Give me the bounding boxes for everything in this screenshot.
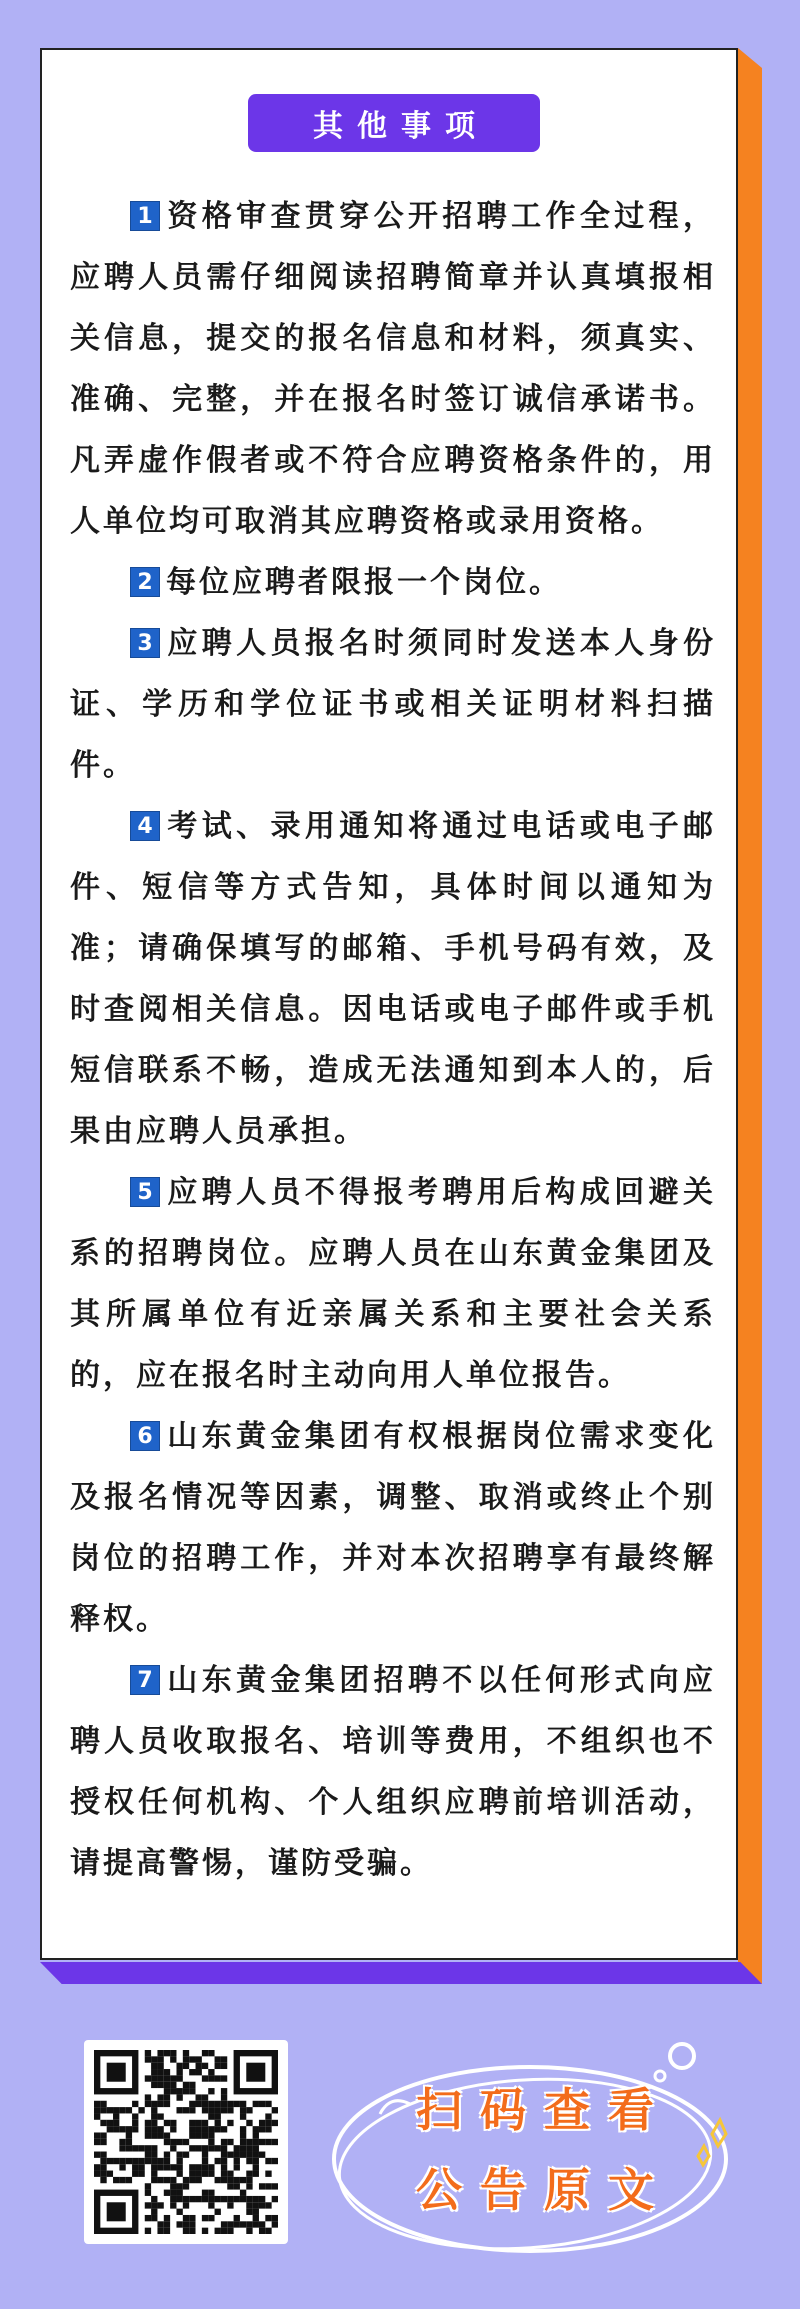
card-shadow-side bbox=[738, 48, 762, 1984]
notice-content bbox=[70, 186, 716, 1894]
notice-item-6 bbox=[70, 1406, 716, 1650]
item-number-badge: 3 bbox=[130, 628, 160, 658]
notice-item-5 bbox=[70, 1162, 716, 1406]
badge-line-2: 公告原文 bbox=[416, 2163, 672, 2217]
item-text: 资格审查贯穿公开招聘工作全过程，应聘人员需仔细阅读招聘简章并认真填报相关信息，提交的报名信息和材料，须真实、准确、完整，并在报名时签订诚信承诺书。凡弄虚作假者或不符合应聘资格条件的，用人单位均可取消其应聘资格或录用资格。 bbox=[70, 199, 716, 539]
item-number-badge: 7 bbox=[130, 1665, 160, 1695]
item-number-badge: 2 bbox=[130, 567, 160, 597]
notice-card bbox=[40, 48, 738, 1960]
notice-item-7 bbox=[70, 1650, 716, 1894]
item-text: 应聘人员不得报考聘用后构成回避关系的招聘岗位。应聘人员在山东黄金集团及其所属单位有近亲属关系和主要社会关系的，应在报名时主动向用人单位报告。 bbox=[70, 1175, 716, 1393]
card-shadow-bottom bbox=[40, 1962, 762, 1984]
item-text: 考试、录用通知将通过电话或电子邮件、短信等方式告知，具体时间以通知为准；请确保填写的邮箱、手机号码有效，及时查阅相关信息。因电话或电子邮件或手机短信联系不畅，造成无法通知到本人的，后果由应聘人员承担。 bbox=[70, 809, 716, 1149]
item-number-badge: 6 bbox=[130, 1421, 160, 1451]
item-text: 山东黄金集团有权根据岗位需求变化及报名情况等因素，调整、取消或终止个别岗位的招聘工作，并对本次招聘享有最终解释权。 bbox=[70, 1419, 716, 1637]
badge-line-1: 扫码查看 bbox=[416, 2083, 672, 2137]
item-number-badge: 1 bbox=[130, 201, 160, 231]
notice-item-1 bbox=[70, 186, 716, 552]
notice-item-3 bbox=[70, 613, 716, 796]
section-title: 其他事项 bbox=[248, 94, 540, 152]
qr-code[interactable] bbox=[84, 2040, 288, 2244]
badge-outline bbox=[320, 2024, 740, 2274]
notice-item-2 bbox=[70, 552, 716, 613]
item-text: 应聘人员报名时须同时发送本人身份证、学历和学位证书或相关证明材料扫描件。 bbox=[70, 626, 716, 783]
scan-badge bbox=[320, 2024, 740, 2274]
notice-item-4 bbox=[70, 796, 716, 1162]
qr-code-pattern bbox=[94, 2050, 278, 2234]
item-number-badge: 4 bbox=[130, 811, 160, 841]
item-text: 每位应聘者限报一个岗位。 bbox=[166, 565, 562, 600]
item-number-badge: 5 bbox=[130, 1177, 160, 1207]
item-text: 山东黄金集团招聘不以任何形式向应聘人员收取报名、培训等费用，不组织也不授权任何机构、个人组织应聘前培训活动，请提高警惕，谨防受骗。 bbox=[70, 1663, 716, 1881]
